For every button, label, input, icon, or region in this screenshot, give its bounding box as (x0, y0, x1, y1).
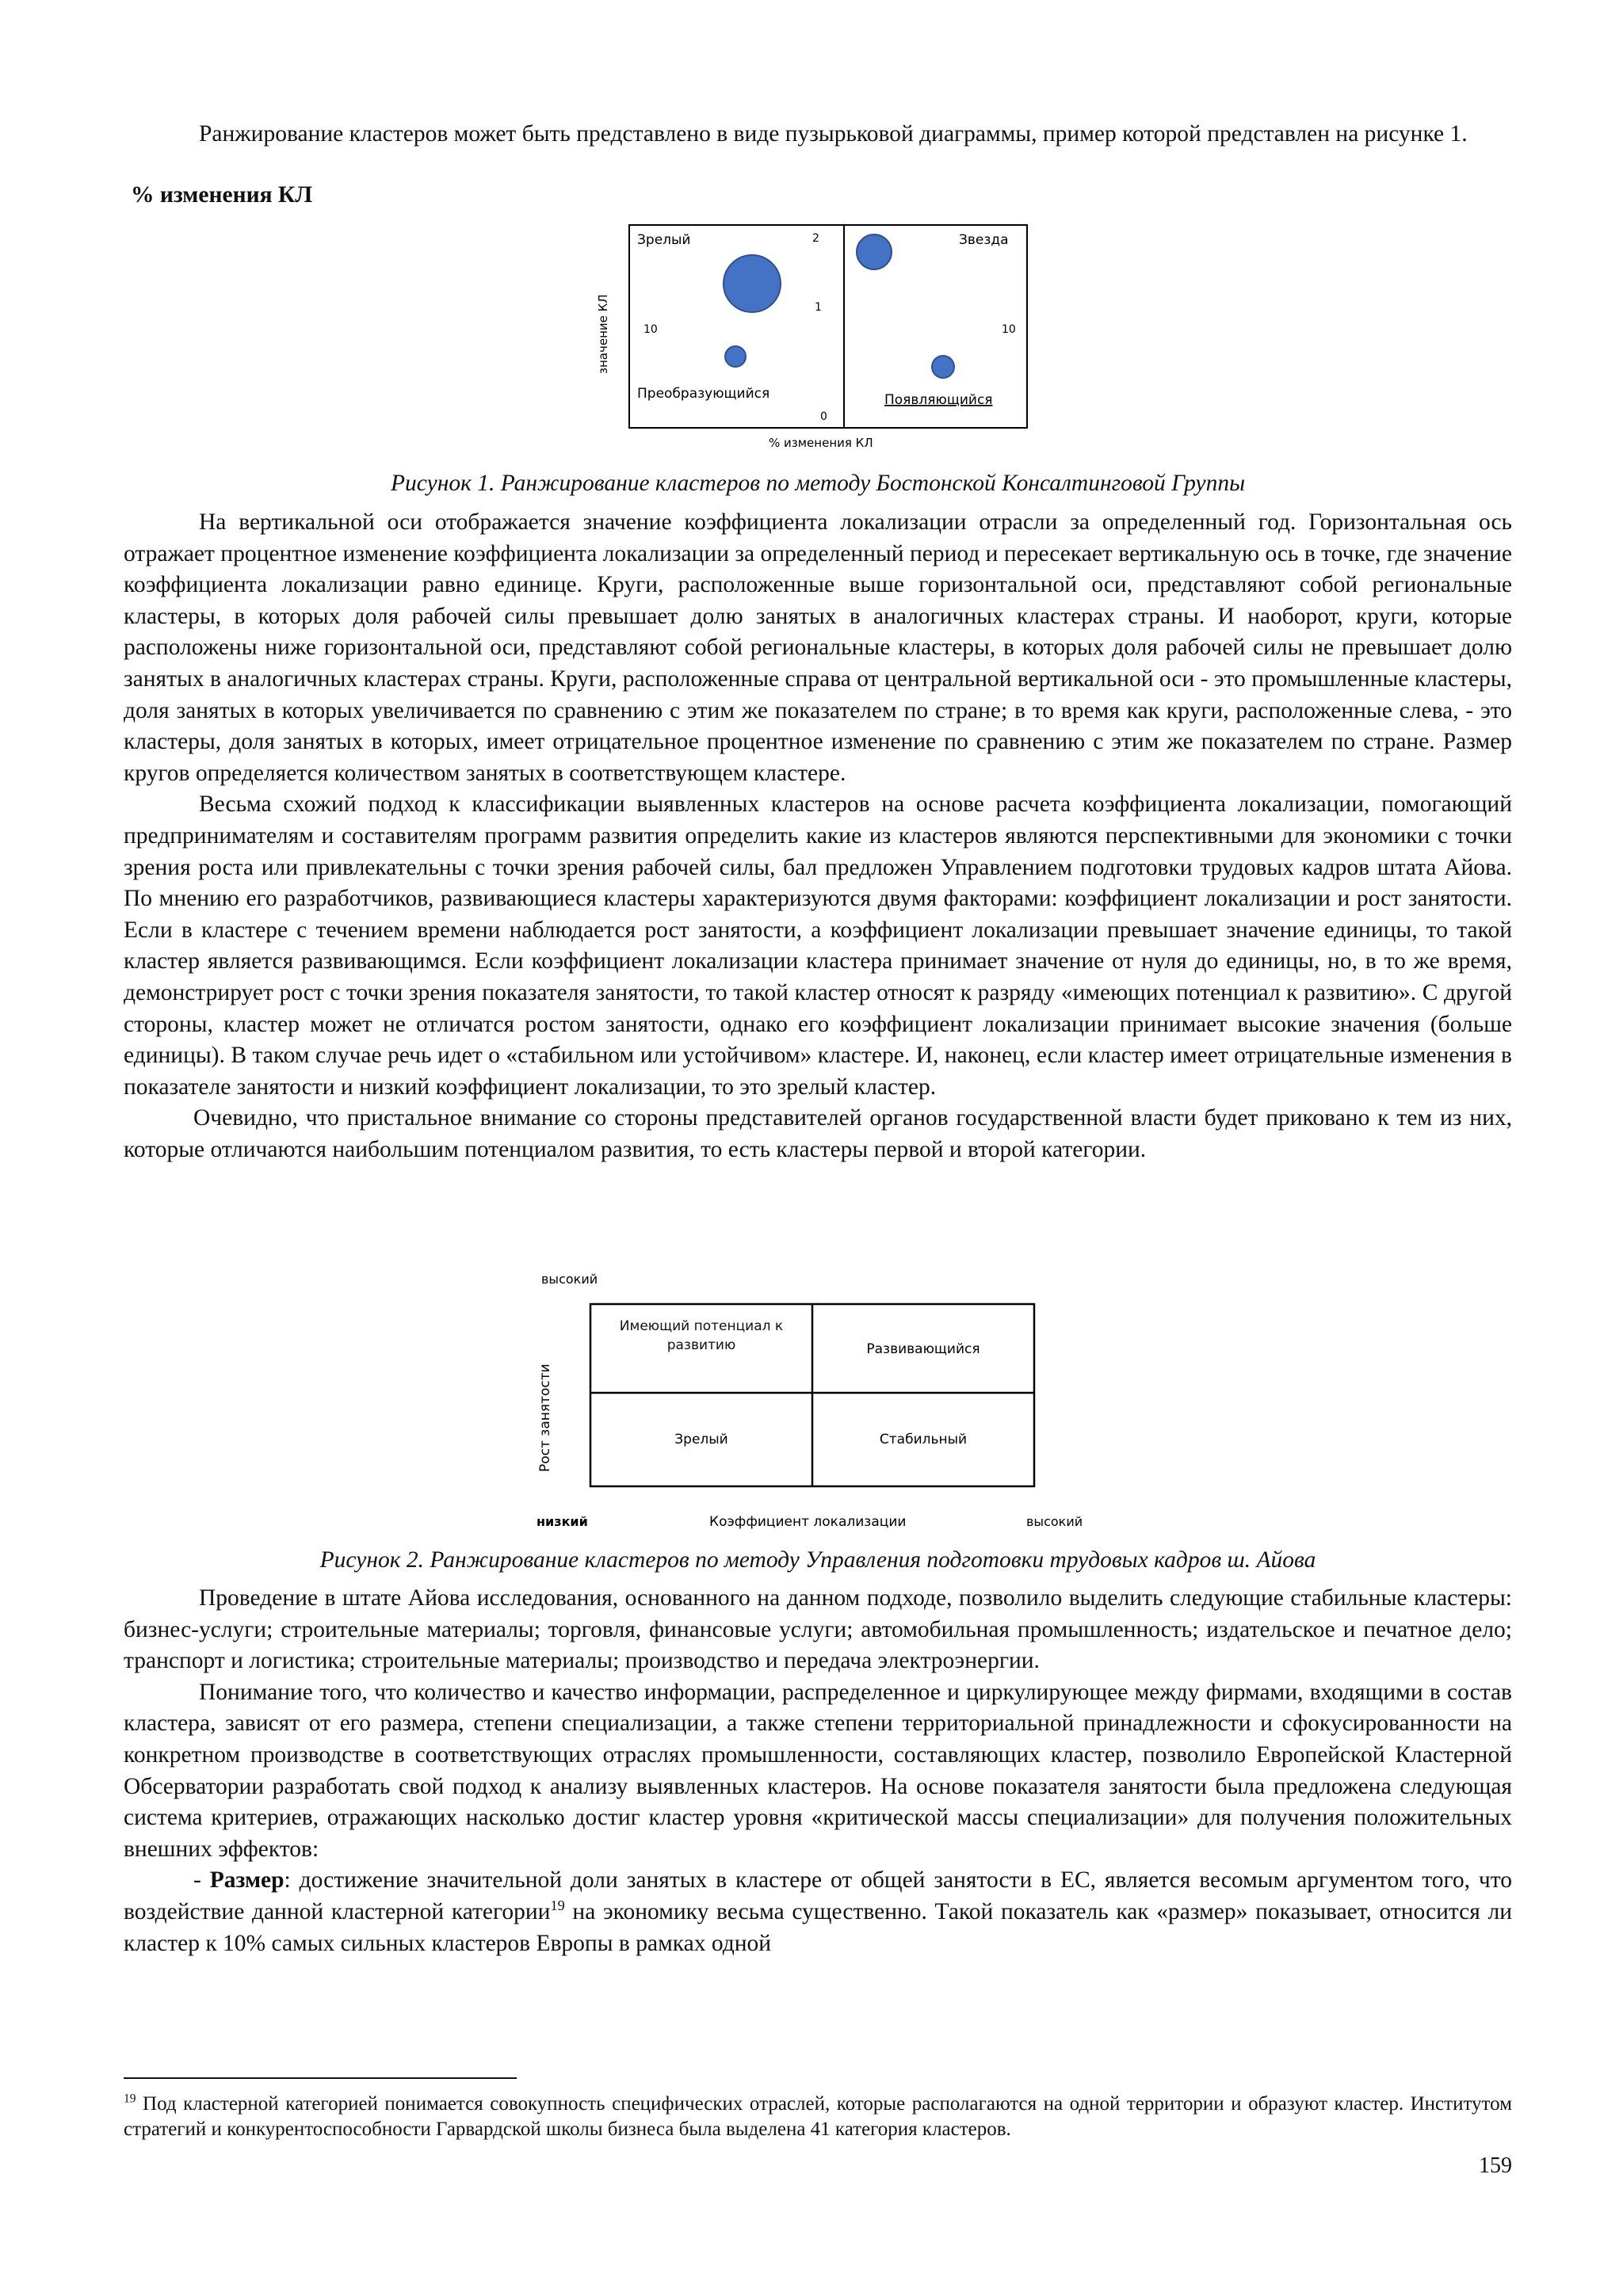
paragraph-6-text-a: : достижение значительной доли занятых в кластере от общей занятости в ЕС, является весомым аргументом того, что воздействие данной кластерной категории (124, 1867, 1512, 1924)
figure1-tick-0: 0 (820, 410, 827, 423)
body-block-1 (124, 507, 1512, 1165)
paragraph-4: Проведение в штате Айова исследования, основанного на данном подходе, позволило выделить следующие стабильные кластеры: бизнес-услуги; строительные материалы; торговля, финансовые услуги; автомобильная промышленность; издательское и печатное дело; транспорт и логистика; строительные материалы; производство и передача электроэнергии. (124, 1585, 1512, 1674)
paragraph-6 (124, 1865, 1512, 1959)
figure2-cell-top-left: Имеющий потенциал к развитию (619, 1318, 784, 1353)
figure1-label-mature: Зрелый (637, 232, 691, 248)
figure1-label-transforming: Преобразующийся (637, 386, 770, 402)
figure2-matrix (527, 1268, 1129, 1537)
figure1-bubble-chart (594, 215, 1038, 453)
figure1-x-axis-label: % изменения КЛ (769, 436, 873, 450)
figure1-label-emerging: Появляющийся (884, 392, 993, 408)
figure1-left-tick: 10 (643, 323, 658, 336)
body-block-2 (124, 1583, 1512, 1959)
figure2-cell-bottom-right: Стабильный (879, 1432, 968, 1447)
intro-block (124, 119, 1512, 151)
figure2-x-low-label: низкий (537, 1514, 588, 1529)
footnote-separator (124, 2077, 517, 2079)
figure2-cell-bottom-left: Зрелый (674, 1432, 728, 1447)
footnote-19 (124, 2092, 1512, 2142)
figure1-y-axis-label: значение КЛ (596, 294, 610, 374)
footnote-number: 19 (124, 2092, 136, 2106)
footnote-ref-19[interactable]: 19 (550, 1897, 565, 1914)
page-number: 159 (1479, 2153, 1512, 2178)
paragraph-6-text-b: на экономику весьма существенно. Такой показатель как «размер» показывает, относится ли кластер к 10% самых сильных кластеров Европы в рамках одной (124, 1898, 1513, 1956)
paragraph-3: Очевидно, что пристальное внимание со стороны представителей органов государственной власти будет приковано к тем из них, которые отличаются наибольшим потенциалом развития, то есть кластеры первой и второй категории. (124, 1105, 1512, 1162)
figure1-right-tick: 10 (1002, 323, 1016, 336)
figure2-cell-top-left-box (598, 1317, 804, 1380)
figure1-tick-1: 1 (815, 301, 822, 314)
figure2-y-top-label: высокий (541, 1272, 598, 1287)
term-size: Размер (209, 1867, 285, 1894)
paragraph-intro: Ранжирование кластеров может быть представлено в виде пузырьковой диаграммы, пример которой представлен на рисунке 1. (199, 121, 1468, 147)
paragraph-6-dash: - (193, 1867, 210, 1894)
paragraph-1: На вертикальной оси отображается значение коэффициента локализации отрасли за определенный год. Горизонтальная ось отражает процентное изменение коэффициента локализации за определенный период и пересекает вертикальную ось в точке, где значение коэффициента локализации равно единице. Круги, расположенные выше горизонтальной оси, представляют собой региональные кластеры, в которых доля рабочей силы превышает долю занятых в аналогичных кластерах страны. И наоборот, круги, которые расположены ниже горизонтальной оси, представляют собой региональные кластеры, в которых доля рабочей силы не превышает долю занятых в аналогичных кластерах страны. Круги, расположенные справа от центральной вертикальной оси - это промышленные кластеры, доля занятых в которых увеличивается по сравнению с этим же показателем по стране; в то время как круги, расположенные слева, - это кластеры, доля занятых в которых, имеет отрицательное процентное изменение по сравнению с этим же показателем по стране. Размер кругов определяется количеством занятых в соответствующем кластере. (124, 509, 1512, 786)
paragraph-5: Понимание того, что количество и качество информации, распределенное и циркулирующее между фирмами, входящими в состав кластера, зависят от его размера, степени специализации, а также степени территориальной принадлежности и сфокусированности на конкретном производстве в соответствующих отраслях промышленности, составляющих кластер, позволило Европейской Кластерной Обсерватории разработать свой подход к анализу выявленных кластеров. На основе показателя занятости была предложена следующая система критериев, отражающих насколько достиг кластер уровня «критической массы специализации» для получения положительных внешних эффектов: (124, 1679, 1512, 1862)
figure2-y-axis-label: Рост занятости (537, 1363, 553, 1472)
figure1-bubble-top-right (857, 235, 892, 269)
figure2-x-high-label: высокий (1026, 1514, 1083, 1529)
figure1-tick-2: 2 (812, 232, 819, 245)
figure2-x-axis-label: Коэффициент локализации (709, 1514, 907, 1530)
paragraph-2: Весьма схожий подход к классификации выявленных кластеров на основе расчета коэффициента локализации, помогающий предпринимателям и составителям программ развития определить какие из кластеров являются перспективными для экономики с точки зрения роста или привлекательны с точки зрения рабочей силы, бал предложен Управлением подготовки трудовых кадров штата Айова. По мнению его разработчиков, развивающиеся кластеры характеризуются двумя факторами: коэффициент локализации и рост занятости. Если в кластере с течением времени наблюдается рост занятости, а коэффициент локализации превышает значение единицы, то такой кластер является развивающимся. Если коэффициент локализации кластера принимает значение от нуля до единицы, но, в то же время, демонстрирует рост с точки зрения показателя занятости, то такой кластер относят к разряду «имеющих потенциал к развитию». С другой стороны, кластер может не отличатся ростом занятости, однако его коэффициент локализации принимает высокие значения (больше единицы). В таком случае речь идет о «стабильном или устойчивом» кластере. И, наконец, если кластер имеет отрицательные изменения в показателе занятости и низкий коэффициент локализации, то это зрелый кластер. (124, 791, 1512, 1100)
footnote-text: Под кластерной категорией понимается совокупность специфических отраслей, которые располагаются на одной территории и образуют кластер. Институтом стратегий и конкурентоспособности Гарвардской школы бизнеса была выделена 41 категория кластеров. (124, 2093, 1512, 2140)
figure2-cell-top-right: Развивающийся (866, 1341, 980, 1357)
figure1-label-star: Звезда (959, 232, 1009, 248)
figure1-bubble-large (724, 255, 781, 312)
figure1-bubble-small-left (725, 346, 746, 367)
figure1-heading: % изменения КЛ (131, 182, 313, 208)
figure1-caption: Рисунок 1. Ранжирование кластеров по методу Бостонской Консалтинговой Группы (390, 471, 1246, 496)
figure2-caption: Рисунок 2. Ранжирование кластеров по методу Управления подготовки трудовых кадров ш. Айова (319, 1547, 1316, 1573)
figure1-bubble-bottom-right (932, 356, 954, 378)
